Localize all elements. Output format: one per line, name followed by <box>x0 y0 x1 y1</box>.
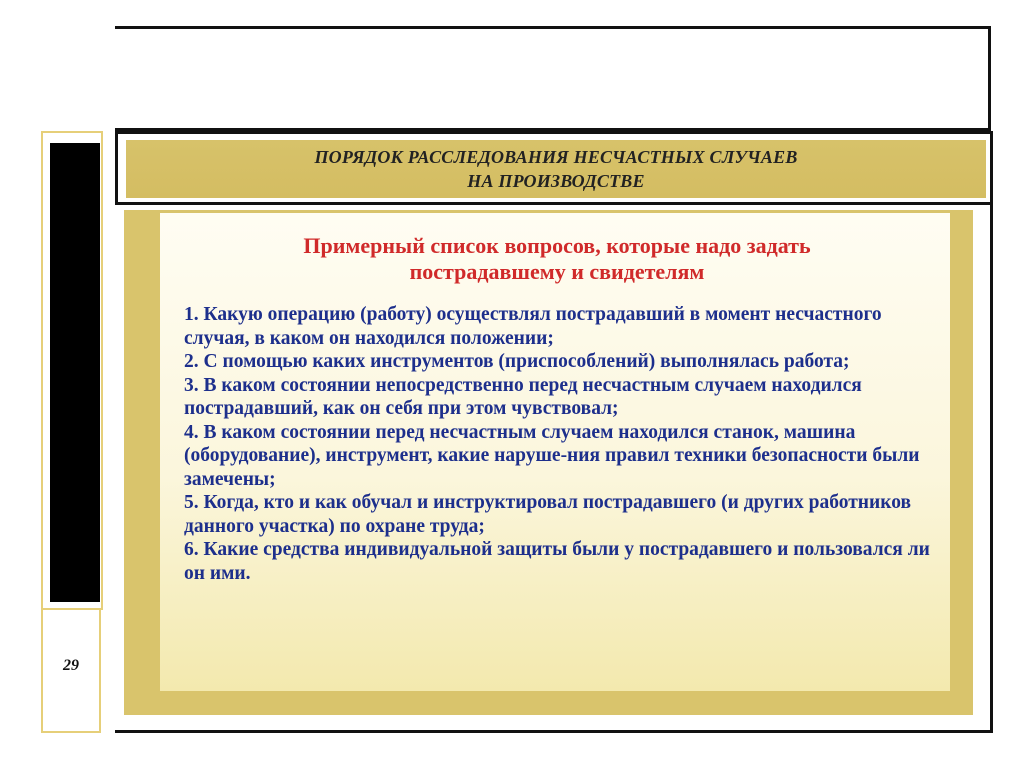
slide-title-line-1: ПОРЯДОК РАССЛЕДОВАНИЯ НЕСЧАСТНЫХ СЛУЧАЕВ <box>314 147 798 167</box>
question-item-4: 4. В каком состоянии перед несчастным случаем находился станок, машина (оборудование), инструмент, какие наруше-ния правил техники безопасности были замечены; <box>184 421 920 490</box>
top-frame <box>115 26 991 131</box>
question-list-image <box>160 213 950 691</box>
question-list-heading-line-2: пострадавшему и свидетелям <box>409 259 705 284</box>
slide-title <box>126 140 986 198</box>
question-list <box>184 303 930 585</box>
question-item-6: 6. Какие средства индивидуальной защиты были у пострадавшего и пользовался ли он ими. <box>184 539 930 584</box>
left-black-bar <box>50 143 100 602</box>
question-item-1: 1. Какую операцию (работу) осуществлял пострадавший в момент несчастного случая, в каком он находился положении; <box>184 304 882 349</box>
question-list-heading <box>184 233 930 285</box>
question-item-5: 5. Когда, кто и как обучал и инструктировал пострадавшего (и других работников данного участка) по охране труда; <box>184 492 912 537</box>
slide-title-line-2: НА ПРОИЗВОДСТВЕ <box>467 171 645 191</box>
question-list-heading-line-1: Примерный список вопросов, которые надо задать <box>303 233 811 258</box>
question-item-3: 3. В каком состоянии непосредственно перед несчастным случаем находился пострадавший, как он себя при этом чувствовал; <box>184 374 862 419</box>
question-item-2: 2. С помощью каких инструментов (приспособлений) выполнялась работа; <box>184 351 850 372</box>
page-number: 29 <box>63 657 79 674</box>
